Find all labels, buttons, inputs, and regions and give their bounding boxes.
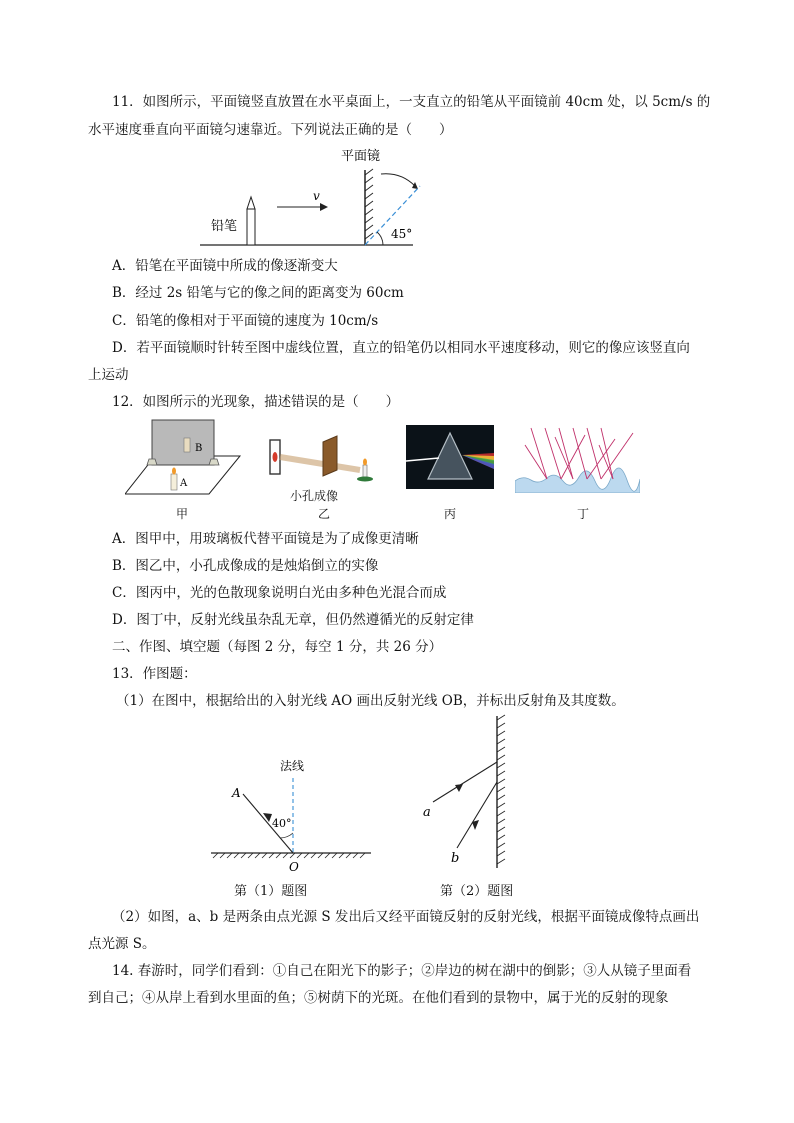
- q12-option-c: C．图丙中，光的色散现象说明白光由多种色光混合而成: [112, 585, 447, 601]
- angle-40-label: 40°: [272, 817, 292, 830]
- section2-title: 二、作图、填空题（每图 2 分，每空 1 分，共 26 分）: [112, 639, 443, 655]
- q11-stem-line2: 水平速度垂直向平面镜匀速靠近。下列说法正确的是（ ）: [88, 122, 453, 138]
- q13-part2-line1: （2）如图，a、b 是两条由点光源 S 发出后又经平面镜反射的反射光线，根据平面镜成像特点画出: [112, 909, 700, 925]
- q11-option-d-line2: 上运动: [88, 367, 129, 383]
- angle-45-label: 45°: [391, 227, 413, 241]
- fig-ding-caption: 丁: [577, 507, 590, 521]
- pinhole-box-icon: [323, 436, 337, 476]
- reflected-ray-b: [457, 782, 497, 848]
- label-b: B: [195, 443, 203, 454]
- fig-yi-label: 小孔成像: [290, 489, 339, 503]
- fig-jia-caption: 甲: [176, 507, 189, 521]
- q11-option-c: C．铅笔的像相对于平面镜的速度为 10cm/s: [112, 313, 379, 329]
- q12-option-b: B．图乙中，小孔成像成的是烛焰倒立的实像: [112, 558, 379, 574]
- fig-bing-caption: 丙: [444, 507, 457, 521]
- q13-title: 13．作图题：: [112, 666, 197, 682]
- q13-fig2: [415, 712, 525, 870]
- q12-stem: 12．如图所示的光现象，描述错误的是（ ）: [112, 394, 400, 410]
- q13-part2-line2: 点光源 S。: [88, 936, 156, 952]
- candle-b-icon: [184, 438, 190, 452]
- mirror-label: 平面镜: [341, 149, 381, 164]
- q13-fig1: [205, 750, 380, 878]
- q14-line2: 到自己；④从岸上看到水里面的鱼；⑤树荫下的光斑。在他们看到的景物中，属于光的反射的现象: [88, 990, 669, 1006]
- q11-stem-line1: 11．如图所示，平面镜竖直放置在水平桌面上，一支直立的铅笔从平面镜前 40cm 处，以 5cm/s 的: [112, 94, 711, 110]
- q11-figure: [195, 142, 445, 252]
- point-a-label: A: [232, 786, 241, 800]
- q11-option-d-line1: D．若平面镜顺时针转至图中虚线位置，直立的铅笔仍以相同水平速度移动，则它的像应该竖直向: [112, 340, 690, 356]
- label-a: A: [180, 478, 188, 489]
- point-o-label: O: [289, 860, 299, 874]
- q12-option-a: A．图甲中，用玻璃板代替平面镜是为了成像更清晰: [112, 531, 419, 547]
- reflected-ray-a: [433, 762, 497, 802]
- fig1-caption: 第（1）题图: [234, 884, 308, 899]
- velocity-label: v: [313, 189, 320, 203]
- q12-fig-ding: [515, 423, 640, 493]
- q12-fig-jia: [125, 418, 245, 498]
- ray-b-label: b: [451, 851, 460, 866]
- velocity-arrow-icon: [320, 203, 328, 211]
- fig2-caption: 第（2）题图: [440, 884, 514, 899]
- pencil-label: 铅笔: [211, 219, 238, 234]
- candle-icon: [363, 465, 367, 477]
- q13-part1: （1）在图中，根据给出的入射光线 AO 画出反射光线 OB，并标出反射角及其度数。: [116, 693, 625, 709]
- incident-arrow-icon: [263, 813, 272, 822]
- q12-fig-yi: [265, 430, 380, 485]
- q12-fig-bing: [406, 425, 494, 489]
- normal-label: 法线: [280, 759, 305, 773]
- q12-option-d: D．图丁中，反射光线虽杂乱无章，但仍然遵循光的反射定律: [112, 612, 474, 628]
- rough-surface: [515, 468, 640, 493]
- fig-yi-caption: 乙: [318, 507, 331, 521]
- ray-a-label: a: [423, 805, 431, 820]
- q14-line1: 14. 春游时，同学们看到：①自己在阳光下的影子；②岸边的树在湖中的倒影；③人从镜子里面看: [112, 963, 692, 979]
- pencil-icon: [247, 209, 255, 245]
- q11-option-a: A．铅笔在平面镜中所成的像逐渐变大: [112, 258, 338, 274]
- candle-a-icon: [171, 474, 177, 490]
- glass-plate: [152, 420, 214, 465]
- rotation-arrow-icon: [381, 174, 415, 186]
- q11-option-b: B．经过 2s 铅笔与它的像之间的距离变为 60cm: [112, 285, 404, 301]
